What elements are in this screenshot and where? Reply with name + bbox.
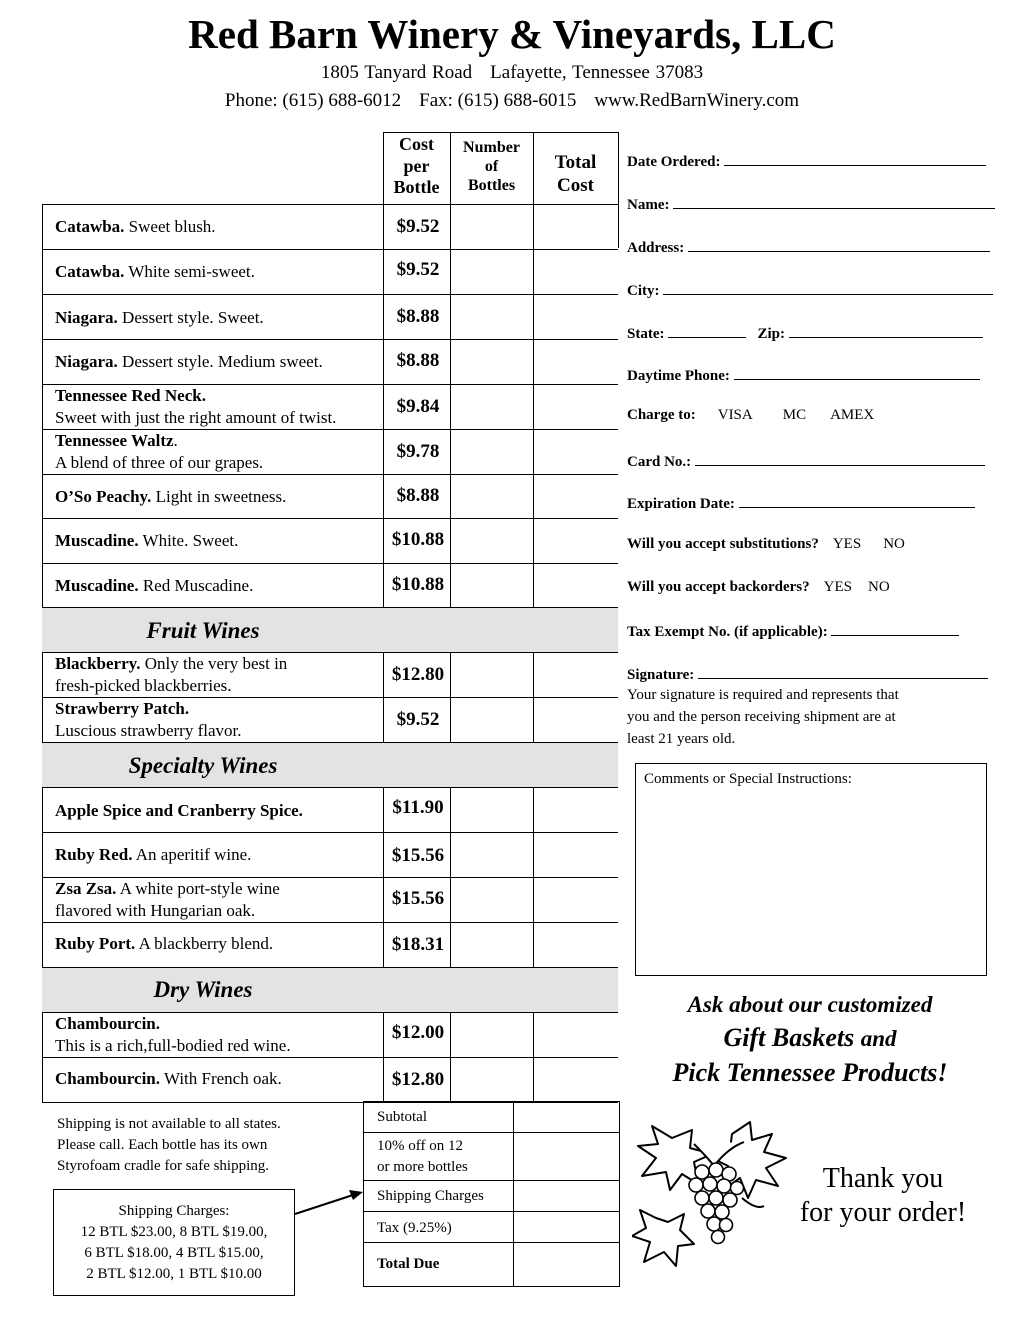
wine-name: Apple Spice and Cranberry Spice. <box>55 801 303 820</box>
category-fruit-wines <box>42 608 618 653</box>
wine-name: Blackberry. <box>55 654 141 673</box>
wine-desc: A white port-style wine <box>116 879 280 898</box>
wine-price: $9.52 <box>396 259 440 280</box>
wine-price: $15.56 <box>391 845 445 866</box>
wine-row <box>42 833 618 878</box>
wine-desc: This is a rich,full-bodied red wine. <box>55 1036 291 1055</box>
wine-desc: White. Sweet. <box>138 531 239 550</box>
wine-desc: Dessert style. Sweet. <box>117 308 264 327</box>
backorders-yes[interactable]: YES <box>823 579 852 595</box>
wine-desc: A blackberry blend. <box>135 934 274 953</box>
wine-name: Catawba. <box>55 217 125 236</box>
backorders-no[interactable]: NO <box>867 579 890 595</box>
wine-desc: A blend of three of our grapes. <box>55 453 264 472</box>
wine-name: Chambourcin. <box>55 1014 161 1033</box>
wine-price: $10.88 <box>391 529 445 550</box>
grape-vine-icon <box>632 1118 794 1268</box>
website: www.RedBarnWinery.com <box>594 90 800 111</box>
city-state-zip: Lafayette, Tennessee 37083 <box>490 62 704 83</box>
wine-desc: Red Muscadine. <box>138 576 254 595</box>
street: 1805 Tanyard Road <box>320 62 473 83</box>
wine-row: Zsa Zsa. A white port-style wine flavored with Hungarian oak. $15.56 <box>42 878 618 923</box>
wine-price: $12.00 <box>391 1022 445 1043</box>
shipping-charges-box: Shipping Charges: 12 BTL $23.00, 8 BTL $19.00, 6 BTL $18.00, 4 BTL $15.00, 2 BTL $12.00, 1 BTL $10.00 <box>53 1189 295 1296</box>
wine-row <box>42 1058 618 1103</box>
wine-row <box>42 475 618 519</box>
wine-desc: Sweet with just the right amount of twist. <box>55 408 337 427</box>
wine-row <box>42 788 618 833</box>
wine-row: Blackberry. Only the very best in fresh-picked blackberries. $12.80 <box>42 653 618 698</box>
wine-price: $8.88 <box>396 485 440 506</box>
wine-price: $18.31 <box>391 934 445 955</box>
tax-exempt-field[interactable]: Tax Exempt No. (if applicable): <box>627 621 959 641</box>
wine-price: $11.90 <box>392 797 444 818</box>
wine-name: Niagara. <box>55 352 118 371</box>
backorders-field: Will you accept backorders? YES NO <box>627 579 890 595</box>
city-field[interactable]: City: <box>627 280 993 300</box>
wine-name: Tennessee Red Neck. <box>55 386 206 405</box>
wine-name: Muscadine. <box>55 531 139 550</box>
phone: Phone: (615) 688-6012 <box>224 90 402 111</box>
col-header-cost: Cost per Bottle <box>393 134 440 198</box>
wine-name: Tennessee Waltz <box>55 431 174 450</box>
wine-price: $15.56 <box>391 888 445 909</box>
wine-desc: Sweet blush. <box>124 217 216 236</box>
wine-desc: Luscious strawberry flavor. <box>55 721 242 740</box>
signature-note: Your signature is required and represents that you and the person receiving shipment are at least 21 years old. <box>627 687 899 747</box>
category-title: Specialty Wines <box>128 753 278 778</box>
card-number-field[interactable]: Card No.: <box>627 451 985 471</box>
wine-row <box>42 923 618 968</box>
contact-line <box>0 90 1024 112</box>
wine-row: Tennessee Waltz. A blend of three of our grapes. $9.78 <box>42 430 618 475</box>
wine-name: Catawba. <box>55 262 125 281</box>
wine-name: Strawberry Patch. <box>55 699 190 718</box>
category-title: Fruit Wines <box>146 618 260 643</box>
mc-option[interactable]: MC <box>782 407 807 423</box>
wine-desc: Dessert style. Medium sweet. <box>117 352 323 371</box>
wine-name: Ruby Port. <box>55 934 136 953</box>
wine-row <box>42 205 618 250</box>
substitutions-field: Will you accept substitutions? YES NO <box>627 536 905 552</box>
wine-name: Muscadine. <box>55 576 139 595</box>
wine-price: $9.52 <box>396 216 440 237</box>
name-field[interactable]: Name: <box>627 194 995 214</box>
wine-price: $8.88 <box>396 306 440 327</box>
promo-line-3: Pick Tennessee Products! <box>672 1058 948 1087</box>
category-dry-wines <box>42 968 618 1013</box>
signature-field[interactable]: Signature: <box>627 664 988 684</box>
expiration-date-field[interactable]: Expiration Date: <box>627 493 975 513</box>
fax: Fax: (615) 688-6015 <box>419 90 577 111</box>
col-header-number: Number of Bottles <box>463 139 520 195</box>
shipping-charges-row[interactable]: Shipping Charges <box>364 1181 619 1212</box>
wine-row <box>42 340 618 385</box>
wine-price: $12.80 <box>391 1069 445 1090</box>
total-due-row[interactable]: Total Due <box>377 1256 440 1272</box>
comments-box[interactable] <box>635 763 987 976</box>
thank-you-message: Thank you for your order! <box>799 1163 967 1228</box>
category-specialty-wines <box>42 743 618 788</box>
amex-option[interactable]: AMEX <box>830 407 875 423</box>
category-title: Dry Wines <box>153 977 253 1002</box>
wine-row <box>42 385 618 430</box>
wine-price: $12.80 <box>391 664 445 685</box>
substitutions-yes[interactable]: YES <box>832 536 862 552</box>
wine-row <box>42 1013 618 1058</box>
wine-name: Chambourcin. <box>55 1069 161 1088</box>
substitutions-no[interactable]: NO <box>883 536 905 552</box>
wine-row <box>42 564 618 608</box>
company-address <box>0 62 1024 84</box>
wine-price: $9.84 <box>396 396 440 417</box>
wine-row <box>42 250 618 295</box>
wine-row <box>42 295 618 340</box>
wine-name: O’So Peachy. <box>55 487 152 506</box>
wine-price: $9.52 <box>396 709 440 730</box>
comments-label: Comments or Special Instructions: <box>644 771 852 787</box>
wine-desc: White semi-sweet. <box>124 262 255 281</box>
totals-box <box>363 1101 620 1287</box>
visa-option[interactable]: VISA <box>717 407 753 423</box>
wine-desc: Only the very best in <box>140 654 288 673</box>
wine-desc: With French oak. <box>160 1069 282 1088</box>
col-header-total: Total Cost <box>554 152 597 196</box>
wine-row <box>42 519 618 564</box>
subtotal-row[interactable]: Subtotal <box>364 1102 619 1133</box>
wine-desc: An aperitif wine. <box>132 845 252 864</box>
wine-desc: Light in sweetness. <box>151 487 287 506</box>
wine-name: Niagara. <box>55 308 118 327</box>
state-zip-field[interactable]: State: Zip: <box>627 323 983 343</box>
promo-line-1: Ask about our customized <box>687 992 933 1017</box>
company-title: Red Barn Winery & Vineyards, LLC <box>188 11 836 57</box>
wine-price: $10.88 <box>391 574 445 595</box>
address-field[interactable]: Address: <box>627 237 990 257</box>
discount-row[interactable]: 10% off on 12 or more bottles <box>364 1133 619 1181</box>
shipping-note: Shipping is not available to all states. Please call. Each bottle has its own Styrofoam cradle for safe shipping. <box>57 1116 281 1174</box>
wine-row <box>42 698 618 743</box>
promo-line-2: Gift Baskets and <box>723 1023 897 1052</box>
arrow-icon <box>293 1186 365 1218</box>
tax-row[interactable]: Tax (9.25%) <box>364 1212 619 1243</box>
wine-name: Zsa Zsa. <box>55 879 117 898</box>
wine-name: Ruby Red. <box>55 845 133 864</box>
daytime-phone-field[interactable]: Daytime Phone: <box>627 365 980 385</box>
wine-price: $8.88 <box>396 350 440 371</box>
charge-to-field: Charge to: VISA MC AMEX <box>627 407 875 423</box>
wine-price: $9.78 <box>396 441 440 462</box>
date-ordered-field[interactable]: Date Ordered: <box>627 151 986 171</box>
